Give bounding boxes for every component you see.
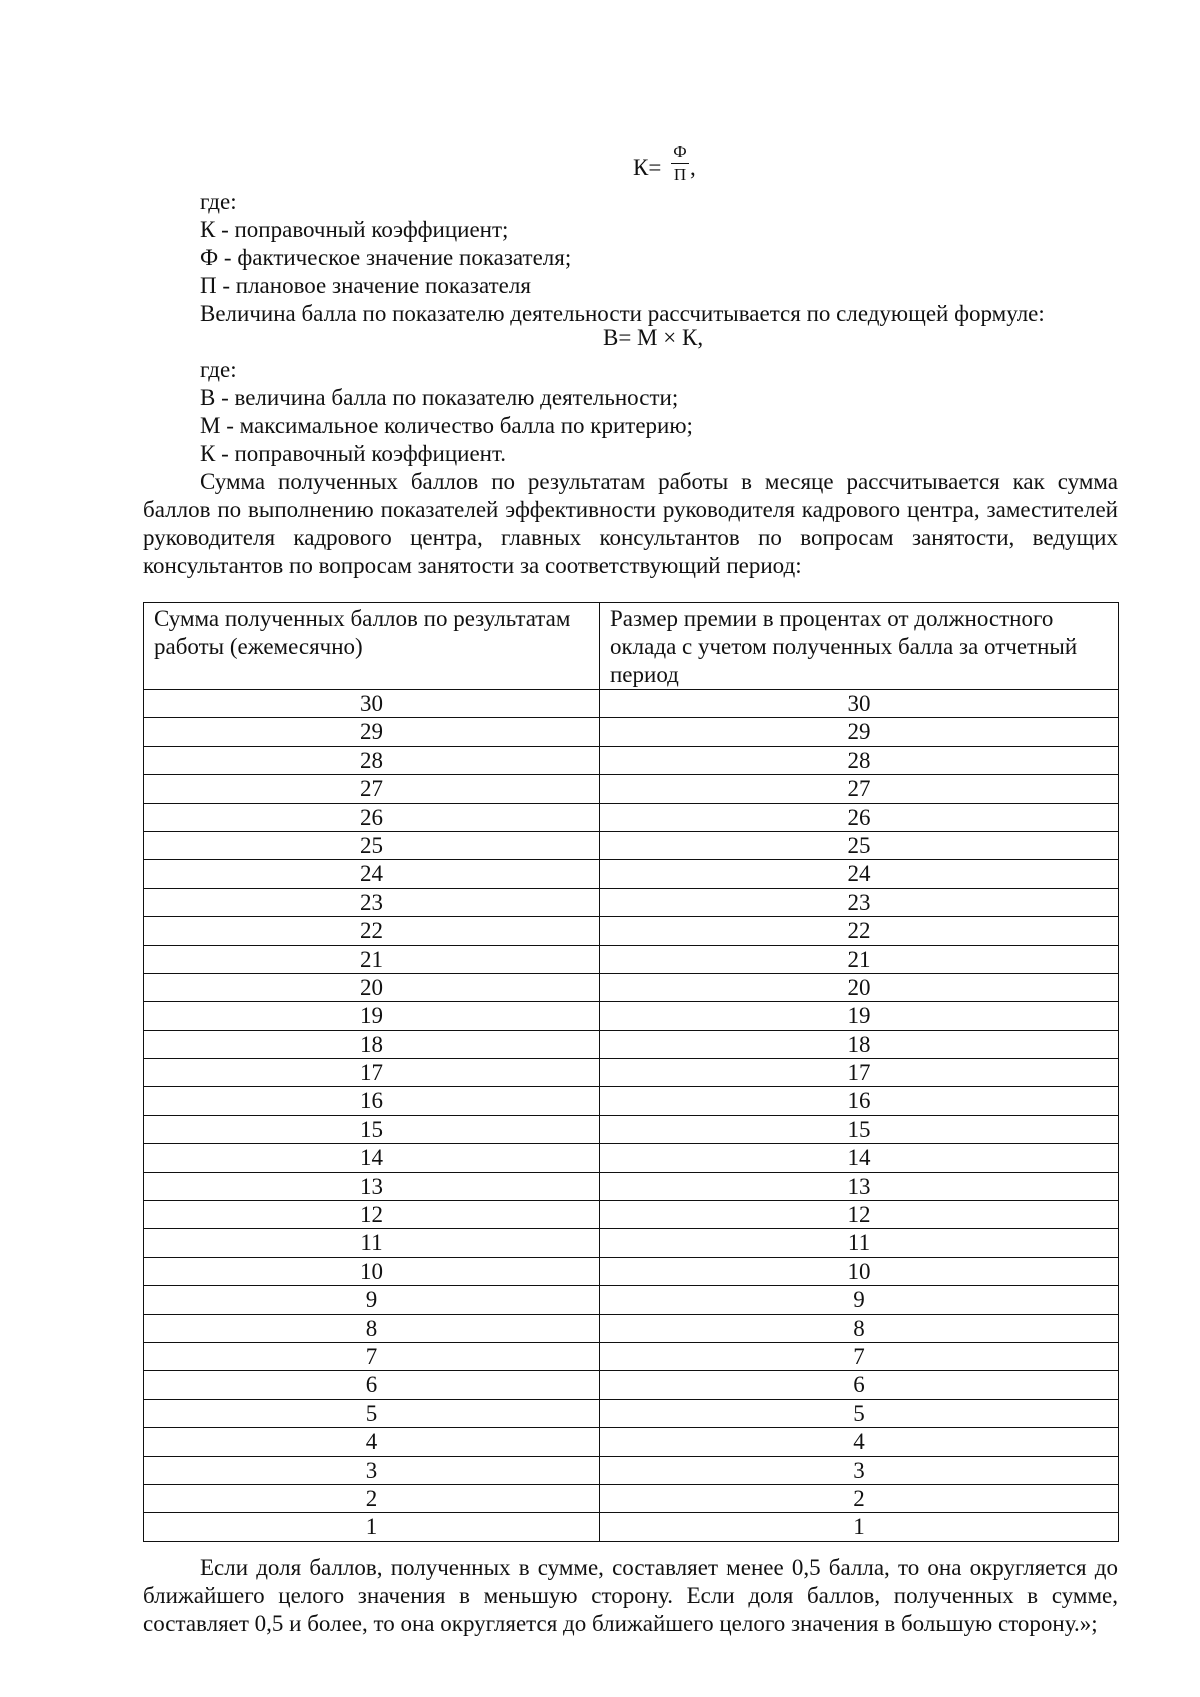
cell-score: 11 <box>144 1229 600 1257</box>
cell-score: 14 <box>144 1144 600 1172</box>
formula-k-lhs: К= <box>633 155 662 180</box>
cell-score: 18 <box>144 1030 600 1058</box>
cell-bonus-percent: 8 <box>600 1314 1119 1342</box>
cell-bonus-percent: 17 <box>600 1059 1119 1087</box>
cell-score: 20 <box>144 973 600 1001</box>
cell-score: 7 <box>144 1342 600 1370</box>
where-label-1: где: <box>200 189 237 214</box>
cell-bonus-percent: 5 <box>600 1399 1119 1427</box>
cell-score: 9 <box>144 1286 600 1314</box>
table-header-bonus: Размер премии в процентах от должностного оклада с учетом полученных балла за отчетный период <box>600 603 1119 690</box>
table-row <box>144 1002 1119 1030</box>
cell-score: 30 <box>144 690 600 718</box>
table-row <box>144 945 1119 973</box>
formula-k-fraction <box>671 142 689 185</box>
cell-score: 26 <box>144 803 600 831</box>
bonus-table <box>143 602 1119 1542</box>
cell-score: 12 <box>144 1201 600 1229</box>
table-row <box>144 1314 1119 1342</box>
cell-score: 3 <box>144 1456 600 1484</box>
table-row <box>144 1257 1119 1285</box>
cell-score: 19 <box>144 1002 600 1030</box>
cell-bonus-percent: 18 <box>600 1030 1119 1058</box>
cell-bonus-percent: 22 <box>600 917 1119 945</box>
formula-k-denominator: П <box>673 165 687 184</box>
cell-score: 28 <box>144 746 600 774</box>
table-row <box>144 917 1119 945</box>
formula-k-trail: , <box>690 155 696 180</box>
table-row <box>144 775 1119 803</box>
cell-bonus-percent: 15 <box>600 1115 1119 1143</box>
cell-score: 27 <box>144 775 600 803</box>
cell-score: 29 <box>144 718 600 746</box>
cell-bonus-percent: 19 <box>600 1002 1119 1030</box>
cell-bonus-percent: 16 <box>600 1087 1119 1115</box>
table-row <box>144 1286 1119 1314</box>
definition-k-2: К - поправочный коэффициент. <box>200 441 507 466</box>
cell-score: 15 <box>144 1115 600 1143</box>
cell-score: 2 <box>144 1484 600 1512</box>
formula-k-numerator: Ф <box>673 142 687 161</box>
cell-bonus-percent: 29 <box>600 718 1119 746</box>
score-intro: Величина балла по показателю деятельности рассчитывается по следующей формуле: <box>200 301 1045 326</box>
cell-bonus-percent: 21 <box>600 945 1119 973</box>
cell-bonus-percent: 24 <box>600 860 1119 888</box>
table-body <box>144 690 1119 1542</box>
table-row <box>144 888 1119 916</box>
cell-bonus-percent: 27 <box>600 775 1119 803</box>
table-row <box>144 1371 1119 1399</box>
cell-bonus-percent: 10 <box>600 1257 1119 1285</box>
cell-bonus-percent: 6 <box>600 1371 1119 1399</box>
table-row <box>144 1484 1119 1512</box>
cell-score: 6 <box>144 1371 600 1399</box>
definition-b: В - величина балла по показателю деятельности; <box>200 385 679 410</box>
formula-b: В= М × К, <box>603 325 704 350</box>
cell-bonus-percent: 12 <box>600 1201 1119 1229</box>
table-row <box>144 1030 1119 1058</box>
cell-bonus-percent: 4 <box>600 1428 1119 1456</box>
table-row <box>144 1456 1119 1484</box>
cell-bonus-percent: 25 <box>600 831 1119 859</box>
definition-p: П - плановое значение показателя <box>200 273 531 298</box>
cell-bonus-percent: 14 <box>600 1144 1119 1172</box>
cell-bonus-percent: 13 <box>600 1172 1119 1200</box>
table-header-score: Сумма полученных баллов по результатам работы (ежемесячно) <box>144 603 600 690</box>
cell-score: 23 <box>144 888 600 916</box>
table-row <box>144 1201 1119 1229</box>
where-label-2: где: <box>200 357 237 382</box>
cell-score: 25 <box>144 831 600 859</box>
table-row <box>144 973 1119 1001</box>
definition-f: Ф - фактическое значение показателя; <box>200 245 572 270</box>
rounding-paragraph: Если доля баллов, полученных в сумме, составляет менее 0,5 балла, то она округляется до ближайшего целого значения в меньшую сторону. Если доля баллов, полученных в сумме, составляет 0,5 и более, то она округляется до ближайшего целого значения в большую сторону.»; <box>143 1555 1118 1636</box>
definition-m: М - максимальное количество балла по критерию; <box>200 413 693 438</box>
table-row <box>144 690 1119 718</box>
cell-score: 22 <box>144 917 600 945</box>
cell-score: 24 <box>144 860 600 888</box>
table-row <box>144 803 1119 831</box>
table-header-row <box>144 603 1119 690</box>
table-row <box>144 1144 1119 1172</box>
cell-score: 10 <box>144 1257 600 1285</box>
cell-bonus-percent: 11 <box>600 1229 1119 1257</box>
cell-score: 8 <box>144 1314 600 1342</box>
cell-score: 16 <box>144 1087 600 1115</box>
table-row <box>144 1172 1119 1200</box>
definition-k: К - поправочный коэффициент; <box>200 217 509 242</box>
cell-score: 13 <box>144 1172 600 1200</box>
table-row <box>144 1087 1119 1115</box>
fraction-bar <box>671 163 689 164</box>
cell-score: 21 <box>144 945 600 973</box>
cell-bonus-percent: 30 <box>600 690 1119 718</box>
cell-score: 17 <box>144 1059 600 1087</box>
sum-paragraph: Сумма полученных баллов по результатам работы в месяце рассчитывается как сумма баллов по выполнению показателей эффективности руководителя кадрового центра, заместителей руководителя кадрового центра, главных консультантов по вопросам занятости, ведущих консультантов по вопросам занятости за соответствующий период: <box>143 469 1118 578</box>
table-row <box>144 1342 1119 1370</box>
cell-bonus-percent: 28 <box>600 746 1119 774</box>
cell-bonus-percent: 7 <box>600 1342 1119 1370</box>
table-row <box>144 1115 1119 1143</box>
table-row <box>144 1399 1119 1427</box>
cell-bonus-percent: 20 <box>600 973 1119 1001</box>
cell-bonus-percent: 3 <box>600 1456 1119 1484</box>
cell-bonus-percent: 2 <box>600 1484 1119 1512</box>
table-row <box>144 1059 1119 1087</box>
cell-bonus-percent: 1 <box>600 1513 1119 1541</box>
table-row <box>144 860 1119 888</box>
cell-score: 4 <box>144 1428 600 1456</box>
cell-bonus-percent: 26 <box>600 803 1119 831</box>
cell-bonus-percent: 23 <box>600 888 1119 916</box>
cell-score: 1 <box>144 1513 600 1541</box>
table-row <box>144 1229 1119 1257</box>
table-row <box>144 1513 1119 1541</box>
table-row <box>144 1428 1119 1456</box>
cell-bonus-percent: 9 <box>600 1286 1119 1314</box>
cell-score: 5 <box>144 1399 600 1427</box>
table-row <box>144 746 1119 774</box>
table-row <box>144 718 1119 746</box>
table-row <box>144 831 1119 859</box>
